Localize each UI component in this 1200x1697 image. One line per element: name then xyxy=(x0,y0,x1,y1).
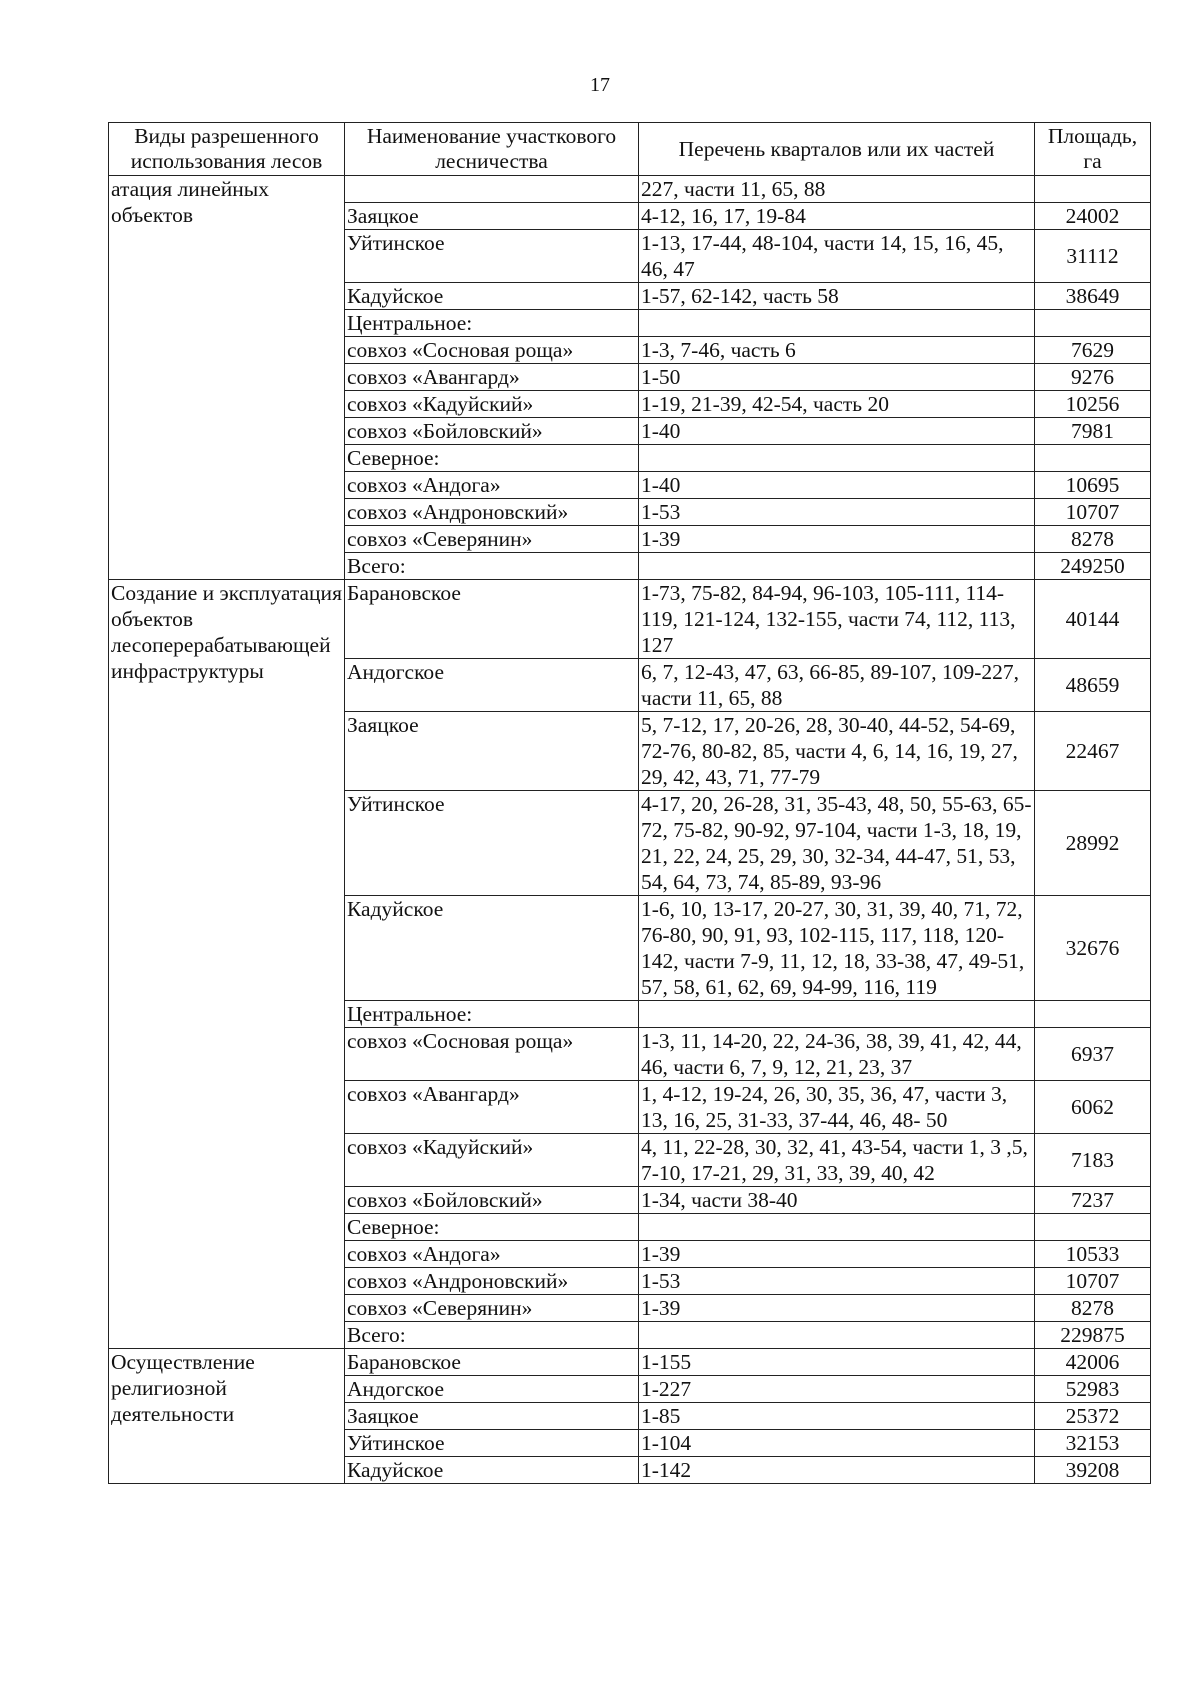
area-cell xyxy=(1035,1001,1151,1028)
area-cell: 6062 xyxy=(1035,1081,1151,1134)
quarters-list-cell: 1-19, 21-39, 42-54, часть 20 xyxy=(639,391,1035,418)
forestry-name-cell: Заяцкое xyxy=(345,203,639,230)
area-cell: 32676 xyxy=(1035,896,1151,1001)
table-body xyxy=(109,176,1151,1484)
quarters-list-cell xyxy=(639,1214,1035,1241)
forestry-name-cell: Андогское xyxy=(345,659,639,712)
table-header xyxy=(109,123,1151,176)
forestry-name-cell: Кадуйское xyxy=(345,1457,639,1484)
area-cell: 10256 xyxy=(1035,391,1151,418)
area-cell: 229875 xyxy=(1035,1322,1151,1349)
forestry-name-cell: Всего: xyxy=(345,1322,639,1349)
quarters-list-cell: 1-227 xyxy=(639,1376,1035,1403)
forestry-name-cell: совхоз «Северянин» xyxy=(345,526,639,553)
forestry-name-cell: совхоз «Авангард» xyxy=(345,1081,639,1134)
forestry-name-cell: совхоз «Андроновский» xyxy=(345,499,639,526)
quarters-list-cell xyxy=(639,1322,1035,1349)
forestry-name-cell: Барановское xyxy=(345,1349,639,1376)
forestry-name-cell: Северное: xyxy=(345,445,639,472)
forestry-name-cell: Всего: xyxy=(345,553,639,580)
area-cell: 7183 xyxy=(1035,1134,1151,1187)
quarters-list-cell xyxy=(639,1001,1035,1028)
quarters-list-cell: 5, 7-12, 17, 20-26, 28, 30-40, 44-52, 54-69, 72-76, 80-82, 85, части 4, 6, 14, 16, 19, 27, 29, 42, 43, 71, 77-79 xyxy=(639,712,1035,791)
quarters-list-cell: 1-73, 75-82, 84-94, 96-103, 105-111, 114-119, 121-124, 132-155, части 74, 112, 113, 127 xyxy=(639,580,1035,659)
quarters-list-cell: 1-40 xyxy=(639,418,1035,445)
area-cell: 25372 xyxy=(1035,1403,1151,1430)
area-cell: 7981 xyxy=(1035,418,1151,445)
area-cell: 6937 xyxy=(1035,1028,1151,1081)
quarters-list-cell: 1-34, части 38-40 xyxy=(639,1187,1035,1214)
area-cell: 42006 xyxy=(1035,1349,1151,1376)
area-cell: 10707 xyxy=(1035,499,1151,526)
header-quarters-list: Перечень кварталов или их частей xyxy=(639,123,1035,176)
usage-type-cell: Создание и эксплуатация объектов лесоперерабатывающей инфраструктуры xyxy=(109,580,345,1349)
quarters-list-cell: 227, части 11, 65, 88 xyxy=(639,176,1035,203)
area-cell: 48659 xyxy=(1035,659,1151,712)
quarters-list-cell xyxy=(639,310,1035,337)
quarters-list-cell: 1-3, 11, 14-20, 22, 24-36, 38, 39, 41, 42, 44, 46, части 6, 7, 9, 12, 21, 23, 37 xyxy=(639,1028,1035,1081)
area-cell: 24002 xyxy=(1035,203,1151,230)
area-cell: 249250 xyxy=(1035,553,1151,580)
quarters-list-cell: 1-13, 17-44, 48-104, части 14, 15, 16, 45, 46, 47 xyxy=(639,230,1035,283)
forestry-name-cell: совхоз «Авангард» xyxy=(345,364,639,391)
forestry-name-cell: совхоз «Андога» xyxy=(345,1241,639,1268)
forestry-name-cell: Уйтинское xyxy=(345,230,639,283)
forestry-name-cell: Центральное: xyxy=(345,310,639,337)
quarters-list-cell: 1-104 xyxy=(639,1430,1035,1457)
quarters-list-cell: 4-17, 20, 26-28, 31, 35-43, 48, 50, 55-63, 65-72, 75-82, 90-92, 97-104, части 1-3, 18, 19, 21, 22, 24, 25, 29, 30, 32-34, 44-47, 51, 53, 54, 64, 73, 74, 85-89, 93-96 xyxy=(639,791,1035,896)
quarters-list-cell: 1-6, 10, 13-17, 20-27, 30, 31, 39, 40, 71, 72, 76-80, 90, 91, 93, 102-115, 117, 118, 120-142, части 7-9, 11, 12, 18, 33-38, 47, 49-51, 57, 58, 61, 62, 69, 94-99, 116, 119 xyxy=(639,896,1035,1001)
area-cell xyxy=(1035,176,1151,203)
quarters-list-cell: 1-39 xyxy=(639,1241,1035,1268)
quarters-list-cell: 6, 7, 12-43, 47, 63, 66-85, 89-107, 109-227, части 11, 65, 88 xyxy=(639,659,1035,712)
area-cell: 10695 xyxy=(1035,472,1151,499)
table-row xyxy=(109,176,1151,203)
forestry-name-cell: Уйтинское xyxy=(345,791,639,896)
quarters-list-cell: 4-12, 16, 17, 19-84 xyxy=(639,203,1035,230)
area-cell: 10533 xyxy=(1035,1241,1151,1268)
quarters-list-cell: 1-3, 7-46, часть 6 xyxy=(639,337,1035,364)
quarters-list-cell: 1-57, 62-142, часть 58 xyxy=(639,283,1035,310)
forestry-name-cell: совхоз «Сосновая роща» xyxy=(345,337,639,364)
quarters-list-cell: 1, 4-12, 19-24, 26, 30, 35, 36, 47, части 3, 13, 16, 25, 31-33, 37-44, 46, 48- 50 xyxy=(639,1081,1035,1134)
forestry-name-cell: совхоз «Кадуйский» xyxy=(345,1134,639,1187)
forestry-name-cell: совхоз «Андога» xyxy=(345,472,639,499)
forestry-name-cell: совхоз «Андроновский» xyxy=(345,1268,639,1295)
table-row xyxy=(109,1349,1151,1376)
area-cell: 38649 xyxy=(1035,283,1151,310)
header-usage-type: Виды разрешенного использования лесов xyxy=(109,123,345,176)
quarters-list-cell: 1-53 xyxy=(639,499,1035,526)
forestry-name-cell: Андогское xyxy=(345,1376,639,1403)
forestry-name-cell xyxy=(345,176,639,203)
header-area: Площадь, га xyxy=(1035,123,1151,176)
area-cell: 40144 xyxy=(1035,580,1151,659)
area-cell xyxy=(1035,445,1151,472)
area-cell: 10707 xyxy=(1035,1268,1151,1295)
forestry-name-cell: Центральное: xyxy=(345,1001,639,1028)
forestry-name-cell: Северное: xyxy=(345,1214,639,1241)
forestry-name-cell: совхоз «Северянин» xyxy=(345,1295,639,1322)
forestry-name-cell: Кадуйское xyxy=(345,283,639,310)
forestry-name-cell: совхоз «Бойловский» xyxy=(345,418,639,445)
page-number: 17 xyxy=(590,74,610,96)
quarters-list-cell: 1-142 xyxy=(639,1457,1035,1484)
area-cell: 22467 xyxy=(1035,712,1151,791)
table-row xyxy=(109,580,1151,659)
area-cell xyxy=(1035,310,1151,337)
forest-use-table xyxy=(108,122,1151,1484)
forestry-name-cell: Уйтинское xyxy=(345,1430,639,1457)
header-row xyxy=(109,123,1151,176)
quarters-list-cell: 1-50 xyxy=(639,364,1035,391)
forestry-name-cell: Заяцкое xyxy=(345,1403,639,1430)
quarters-list-cell: 1-85 xyxy=(639,1403,1035,1430)
quarters-list-cell: 1-39 xyxy=(639,1295,1035,1322)
quarters-list-cell xyxy=(639,553,1035,580)
area-cell: 9276 xyxy=(1035,364,1151,391)
quarters-list-cell: 1-155 xyxy=(639,1349,1035,1376)
area-cell xyxy=(1035,1214,1151,1241)
header-forestry-name: Наименование участкового лесничества xyxy=(345,123,639,176)
area-cell: 31112 xyxy=(1035,230,1151,283)
forestry-name-cell: совхоз «Кадуйский» xyxy=(345,391,639,418)
area-cell: 7237 xyxy=(1035,1187,1151,1214)
usage-type-cell: атация линейных объектов xyxy=(109,176,345,580)
quarters-list-cell: 1-39 xyxy=(639,526,1035,553)
area-cell: 8278 xyxy=(1035,526,1151,553)
area-cell: 32153 xyxy=(1035,1430,1151,1457)
usage-type-cell: Осуществление религиозной деятельности xyxy=(109,1349,345,1484)
area-cell: 39208 xyxy=(1035,1457,1151,1484)
forestry-name-cell: Барановское xyxy=(345,580,639,659)
forestry-name-cell: совхоз «Бойловский» xyxy=(345,1187,639,1214)
quarters-list-cell: 1-40 xyxy=(639,472,1035,499)
area-cell: 8278 xyxy=(1035,1295,1151,1322)
forestry-name-cell: Кадуйское xyxy=(345,896,639,1001)
area-cell: 28992 xyxy=(1035,791,1151,896)
quarters-list-cell: 4, 11, 22-28, 30, 32, 41, 43-54, части 1, 3 ,5, 7-10, 17-21, 29, 31, 33, 39, 40, 42 xyxy=(639,1134,1035,1187)
area-cell: 52983 xyxy=(1035,1376,1151,1403)
forestry-name-cell: Заяцкое xyxy=(345,712,639,791)
quarters-list-cell xyxy=(639,445,1035,472)
quarters-list-cell: 1-53 xyxy=(639,1268,1035,1295)
area-cell: 7629 xyxy=(1035,337,1151,364)
forestry-name-cell: совхоз «Сосновая роща» xyxy=(345,1028,639,1081)
